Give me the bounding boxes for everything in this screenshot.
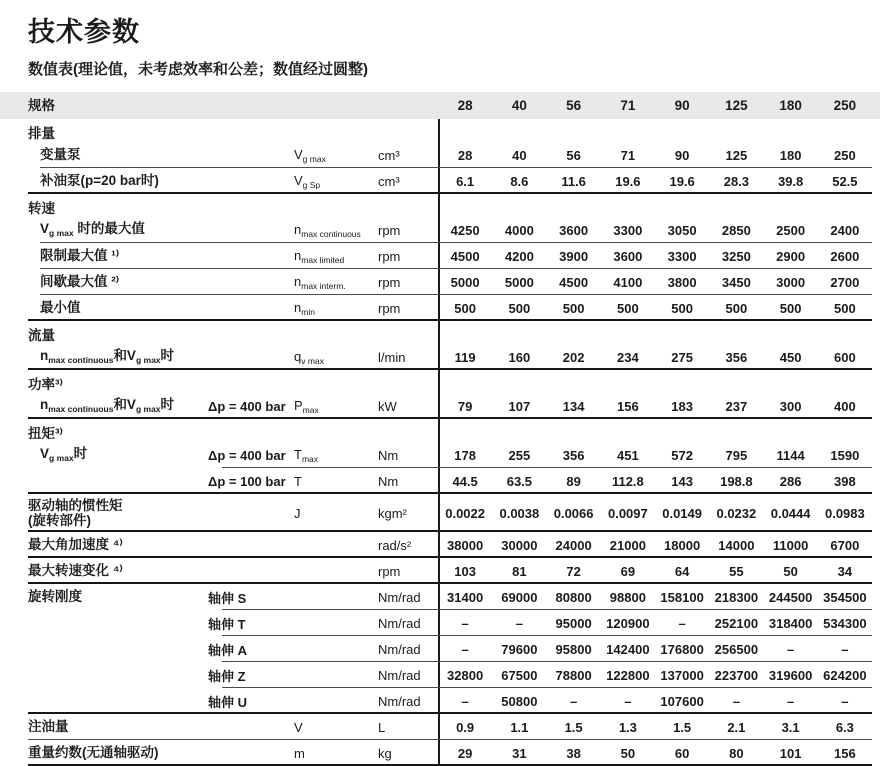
cell-value: 69000 — [501, 589, 538, 605]
cell-value: 400 — [834, 398, 856, 414]
row-unit: Nm — [378, 447, 399, 463]
table-row — [0, 344, 880, 370]
cell-value: 56 — [566, 147, 581, 163]
cell-value: 3050 — [667, 222, 697, 238]
row-label: 限制最大值 ¹⁾ — [40, 248, 120, 264]
row-condition: Δp = 100 bar — [208, 473, 286, 489]
cell-value: – — [461, 615, 469, 631]
cell-value: 60 — [674, 745, 690, 761]
cell-value: 39.8 — [777, 173, 804, 189]
cell-value: 0.0038 — [499, 505, 540, 521]
page-subtitle: 数值表(理论值，未考虑效率和公差；数值经过圆整) — [28, 61, 368, 78]
cell-value: 183 — [671, 398, 693, 414]
cell-value: 356 — [562, 447, 585, 463]
section-row — [0, 119, 880, 142]
cell-value: 156 — [834, 745, 856, 761]
cell-value: 3300 — [667, 248, 697, 264]
section-label: 流量 — [28, 327, 55, 343]
cell-value: 0.9 — [456, 719, 475, 735]
cell-value: 398 — [834, 473, 856, 489]
row-symbol: $q_{v max}$ — [294, 348, 324, 366]
row-label: $V_{g max}$时 — [40, 446, 88, 464]
cell-value: – — [841, 693, 849, 709]
cell-value: 50 — [620, 745, 636, 761]
cell-value: 28 — [457, 147, 473, 163]
cell-value: 14000 — [718, 537, 755, 553]
cell-value: 4200 — [504, 248, 534, 264]
table-header-row — [0, 92, 880, 119]
cell-value: – — [570, 693, 578, 709]
section-row — [0, 194, 880, 217]
row-unit: L — [378, 719, 386, 735]
cell-value: 5000 — [450, 274, 480, 290]
row-label: 最大角加速度 ⁴⁾ — [28, 537, 123, 553]
cell-value: 98800 — [609, 589, 646, 605]
cell-value: 319600 — [768, 667, 813, 683]
cell-value: 19.6 — [669, 173, 695, 189]
cell-value: 8.6 — [510, 173, 529, 189]
table-row — [0, 662, 880, 688]
cell-value: 3800 — [667, 274, 697, 290]
section-row — [0, 321, 880, 344]
cell-value: 1590 — [830, 447, 860, 463]
cell-value: 0.0097 — [607, 505, 648, 521]
section-row — [0, 370, 880, 393]
header-size: 40 — [511, 98, 527, 113]
cell-value: 1.5 — [673, 719, 692, 735]
header-size: 90 — [674, 98, 690, 113]
cell-value: 107 — [508, 398, 531, 414]
cell-value: 122800 — [606, 667, 650, 683]
cell-value: 1144 — [776, 447, 805, 463]
row-unit: cm³ — [378, 173, 400, 189]
row-unit: rpm — [378, 248, 401, 264]
cell-value: 244500 — [768, 589, 813, 605]
cell-value: 67500 — [501, 667, 538, 683]
cell-value: 500 — [671, 300, 693, 316]
cell-value: – — [841, 641, 849, 657]
cell-value: 137000 — [660, 667, 704, 683]
cell-value: 3300 — [613, 222, 643, 238]
section-row — [0, 419, 880, 442]
cell-value: 198.8 — [720, 473, 753, 489]
header-size: 250 — [833, 98, 857, 113]
cell-value: 3000 — [776, 274, 806, 290]
cell-value: 6.3 — [835, 719, 854, 735]
cell-value: 2850 — [721, 222, 751, 238]
table-row — [0, 584, 880, 610]
cell-value: 500 — [779, 300, 802, 316]
cell-value: 0.0149 — [662, 505, 702, 521]
section-label: 功率³⁾ — [28, 376, 63, 392]
cell-value: 134 — [562, 398, 585, 414]
cell-value: 32800 — [447, 667, 484, 683]
row-unit: l/min — [378, 349, 406, 365]
cell-value: 275 — [671, 349, 693, 365]
cell-value: 500 — [508, 300, 531, 316]
cell-value: 180 — [779, 147, 802, 163]
row-label: $n_{max continuous}$和$V_{g max}$时 — [40, 348, 175, 366]
cell-value: 21000 — [609, 537, 646, 553]
table-row — [0, 269, 880, 295]
row-label: 最大转速变化 ⁴⁾ — [28, 563, 123, 579]
row-symbol: T — [294, 473, 302, 489]
cell-value: 3.1 — [781, 719, 800, 735]
row-symbol: $V_{g Sp}$ — [294, 172, 321, 190]
cell-value: 2900 — [776, 248, 806, 264]
row-unit: cm³ — [378, 147, 400, 163]
cell-value: 600 — [834, 349, 856, 365]
cell-value: – — [678, 615, 686, 631]
row-symbol: J — [294, 505, 301, 521]
cell-value: 11000 — [772, 537, 809, 553]
cell-value: 81 — [512, 563, 527, 579]
row-unit: rpm — [378, 222, 401, 238]
cell-value: 90 — [674, 147, 690, 163]
row-symbol: V — [294, 719, 303, 735]
cell-value: 40 — [512, 147, 527, 163]
row-label: 最小值 — [40, 300, 81, 316]
cell-value: 30000 — [501, 537, 538, 553]
cell-value: 24000 — [555, 537, 592, 553]
cell-value: 31 — [512, 745, 527, 761]
section-label: 转速 — [28, 200, 55, 216]
cell-value: 6.1 — [456, 173, 475, 189]
row-unit: rpm — [378, 300, 401, 316]
table-row — [0, 740, 880, 766]
cell-value: 2400 — [830, 222, 860, 238]
cell-value: 218300 — [714, 589, 759, 605]
row-label: 驱动轴的惯性矩 (旋转部件) — [28, 497, 123, 528]
cell-value: 3600 — [559, 222, 589, 238]
row-unit: kg — [378, 745, 392, 761]
cell-value: – — [624, 693, 632, 709]
cell-value: 125 — [725, 147, 748, 163]
cell-value: 112.8 — [611, 473, 644, 489]
cell-value: 300 — [779, 398, 802, 414]
cell-value: 795 — [725, 447, 748, 463]
cell-value: 4100 — [613, 274, 643, 290]
cell-value: 354500 — [823, 589, 867, 605]
table-row — [0, 636, 880, 662]
row-condition: 轴伸 T — [208, 616, 246, 632]
row-unit: rpm — [378, 274, 401, 290]
row-condition: 轴伸 Z — [208, 668, 246, 684]
cell-value: – — [461, 693, 469, 709]
cell-value: 38 — [566, 745, 581, 761]
row-condition: Δp = 400 bar — [208, 447, 286, 463]
cell-value: 6700 — [830, 537, 860, 553]
cell-value: 64 — [674, 563, 690, 579]
cell-value: 120900 — [606, 615, 650, 631]
cell-value: 95800 — [555, 641, 592, 657]
cell-value: – — [732, 693, 740, 709]
cell-value: 50800 — [501, 693, 538, 709]
row-unit: Nm/rad — [378, 641, 421, 657]
cell-value: 500 — [562, 300, 585, 316]
cell-value: 450 — [779, 349, 802, 365]
cell-value: 176800 — [660, 641, 704, 657]
cell-value: 55 — [729, 563, 744, 579]
cell-value: 50 — [783, 563, 798, 579]
row-unit: Nm/rad — [378, 615, 421, 631]
row-symbol: $n_{max limited}$ — [294, 247, 345, 265]
cell-value: – — [515, 615, 523, 631]
cell-value: 356 — [725, 349, 748, 365]
cell-value: 72 — [566, 563, 581, 579]
cell-value: 4500 — [450, 248, 480, 264]
cell-value: 250 — [834, 147, 856, 163]
table-row — [0, 442, 880, 468]
page-title: 技术参数 — [28, 17, 140, 47]
cell-value: 52.5 — [832, 173, 858, 189]
cell-value: 19.6 — [615, 173, 641, 189]
row-label: 变量泵 — [40, 147, 81, 163]
cell-value: 18000 — [664, 537, 701, 553]
cell-value: 0.0444 — [770, 505, 811, 521]
cell-value: 500 — [834, 300, 856, 316]
row-condition: 轴伸 A — [208, 642, 248, 658]
cell-value: 101 — [779, 745, 802, 761]
cell-value: 107600 — [660, 693, 704, 709]
cell-value: 202 — [562, 349, 585, 365]
cell-value: 3900 — [559, 248, 589, 264]
row-symbol: $n_{min}$ — [294, 299, 315, 317]
cell-value: 4000 — [504, 222, 534, 238]
row-label: 旋转刚度 — [28, 589, 82, 605]
row-unit: Nm/rad — [378, 589, 421, 605]
cell-value: 158100 — [660, 589, 704, 605]
cell-value: 286 — [779, 473, 802, 489]
cell-value: 178 — [454, 447, 476, 463]
cell-value: 80800 — [555, 589, 592, 605]
row-unit: kW — [378, 398, 397, 414]
cell-value: 624200 — [823, 667, 867, 683]
table-row — [0, 468, 880, 494]
cell-value: 156 — [617, 398, 639, 414]
cell-value: 255 — [508, 447, 531, 463]
row-unit: Nm/rad — [378, 693, 421, 709]
table-row — [0, 217, 880, 243]
cell-value: 38000 — [447, 537, 484, 553]
cell-value: 572 — [671, 447, 693, 463]
cell-value: 0.0066 — [553, 505, 594, 521]
table-row — [0, 714, 880, 740]
cell-value: 44.5 — [452, 473, 478, 489]
cell-value: 29 — [457, 745, 473, 761]
row-label: 注油量 — [28, 719, 69, 735]
header-size: 180 — [779, 98, 802, 113]
cell-value: 2700 — [830, 274, 860, 290]
header-size: 56 — [566, 98, 582, 113]
section-label: 排量 — [28, 125, 55, 141]
cell-value: 1.5 — [564, 719, 583, 735]
table-row — [0, 295, 880, 321]
cell-value: 1.3 — [618, 719, 637, 735]
row-symbol: $V_{g max}$ — [294, 146, 326, 164]
table-row — [0, 243, 880, 269]
cell-value: 534300 — [823, 615, 867, 631]
table-row — [0, 610, 880, 636]
cell-value: 28.3 — [723, 173, 750, 189]
cell-value: 160 — [508, 349, 531, 365]
row-label: 间歇最大值 ²⁾ — [40, 274, 120, 290]
header-size: 28 — [457, 98, 473, 113]
cell-value: 79 — [457, 398, 473, 414]
row-unit: rpm — [378, 563, 401, 579]
cell-value: 2600 — [830, 248, 860, 264]
cell-value: 2.1 — [727, 719, 746, 735]
row-symbol: $n_{max interm.}$ — [294, 273, 346, 291]
table-row — [0, 532, 880, 558]
row-condition: 轴伸 S — [208, 590, 247, 606]
cell-value: 4250 — [450, 222, 480, 238]
cell-value: 69 — [620, 563, 636, 579]
cell-value: 0.0232 — [716, 505, 757, 521]
cell-value: 223700 — [714, 667, 759, 683]
cell-value: 256500 — [714, 641, 759, 657]
cell-value: 119 — [454, 349, 476, 365]
cell-value: 0.0983 — [824, 505, 865, 521]
row-symbol: m — [294, 745, 305, 761]
cell-value: 500 — [725, 300, 748, 316]
cell-value: 2500 — [776, 222, 806, 238]
cell-value: 5000 — [504, 274, 534, 290]
cell-value: 4500 — [559, 274, 589, 290]
cell-value: – — [461, 641, 469, 657]
section-label: 扭矩³⁾ — [28, 425, 63, 441]
row-unit: Nm/rad — [378, 667, 421, 683]
spec-table — [0, 92, 880, 766]
table-row — [0, 494, 880, 532]
header-label: 规格 — [28, 97, 55, 113]
header-size: 71 — [620, 98, 636, 113]
cell-value: 95000 — [555, 615, 592, 631]
cell-value: 3600 — [613, 248, 643, 264]
cell-value: 79600 — [501, 641, 538, 657]
table-row — [0, 558, 880, 584]
cell-value: 142400 — [606, 641, 650, 657]
cell-value: 71 — [620, 147, 636, 163]
row-condition: 轴伸 U — [208, 694, 248, 710]
row-unit: kgm² — [378, 505, 407, 521]
row-unit: rad/s² — [378, 537, 412, 553]
cell-value: 103 — [454, 563, 476, 579]
row-label: $V_{g max}$ 时的最大值 — [40, 221, 145, 239]
row-condition: Δp = 400 bar — [208, 398, 286, 414]
cell-value: 237 — [725, 398, 748, 414]
row-symbol: $n_{max continuous}$ — [294, 221, 361, 239]
cell-value: 1.1 — [510, 719, 529, 735]
row-symbol: $T_{max}$ — [294, 446, 319, 464]
table-row — [0, 688, 880, 714]
cell-value: 318400 — [768, 615, 813, 631]
header-size: 125 — [725, 98, 748, 113]
table-row — [0, 142, 880, 168]
cell-value: 500 — [617, 300, 639, 316]
row-label: $n_{max continuous}$和$V_{g max}$时 — [40, 397, 175, 415]
row-label: 补油泵(p=20 bar时) — [40, 173, 159, 189]
cell-value: 3450 — [721, 274, 751, 290]
cell-value: 252100 — [714, 615, 759, 631]
cell-value: 143 — [671, 473, 693, 489]
cell-value: 31400 — [447, 589, 484, 605]
cell-value: 63.5 — [506, 473, 533, 489]
row-unit: Nm — [378, 473, 399, 489]
cell-value: 11.6 — [561, 173, 586, 189]
cell-value: 89 — [566, 473, 581, 489]
cell-value: – — [787, 693, 795, 709]
cell-value: 500 — [454, 300, 476, 316]
row-symbol: $P_{max}$ — [294, 397, 319, 415]
row-label: 重量约数(无通轴驱动) — [28, 745, 159, 761]
cell-value: 451 — [617, 447, 639, 463]
table-row — [0, 393, 880, 419]
cell-value: 3250 — [721, 248, 751, 264]
cell-value: 234 — [617, 349, 639, 365]
cell-value: 0.0022 — [445, 505, 485, 521]
cell-value: – — [787, 641, 795, 657]
cell-value: 80 — [729, 745, 744, 761]
cell-value: 34 — [837, 563, 853, 579]
cell-value: 78800 — [555, 667, 592, 683]
table-row — [0, 168, 880, 194]
